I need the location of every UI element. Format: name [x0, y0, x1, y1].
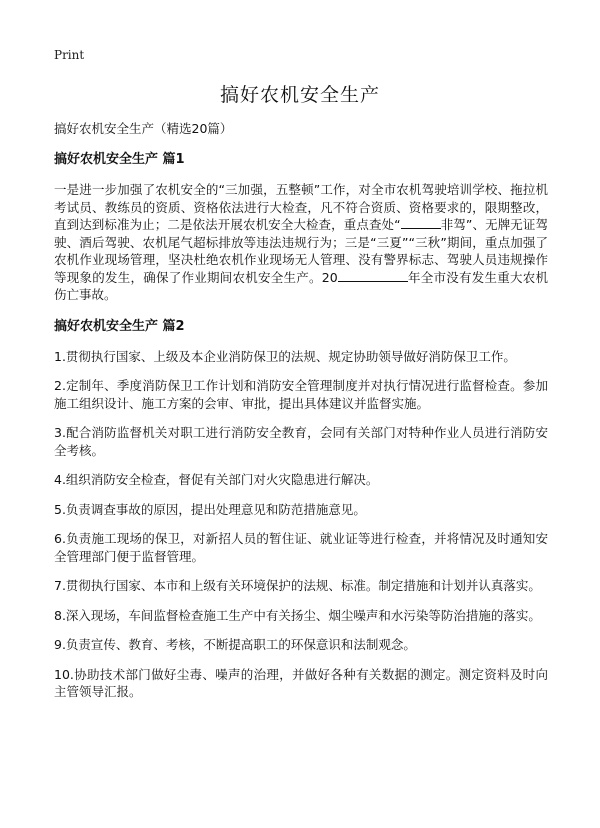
- list-item: 6.负责施工现场的保卫，对新招人员的暂住证、就业证等进行检查，并将情况及时通知安全管理部门便于监督管理。: [54, 531, 548, 564]
- article-1-heading: 搞好农机安全生产 篇1: [54, 152, 185, 167]
- list-item: 3.配合消防监督机关对职工进行消防安全教育，会同有关部门对特种作业人员进行消防安全考核。: [54, 425, 548, 458]
- document-subtitle: 搞好农机安全生产（精选20篇）: [54, 121, 233, 136]
- document-title: 搞好农机安全生产: [219, 84, 380, 106]
- list-item: 1.贯彻执行国家、上级及本企业消防保卫的法规、规定协助领导做好消防保卫工作。: [54, 348, 516, 364]
- list-item: 7.贯彻执行国家、本市和上级有关环境保护的法规、标准。制定措施和计划并认真落实。: [54, 578, 541, 593]
- article-1-text-part-b: 非驾”、无牌无证驾驶、酒后驾驶、农机尾气超标排放等违法违规行为；三是“三夏”“三秋”期间，重点加强了农机作业现场管理，坚决杜绝农机作业现场无人管理、没有警界标志、驾驶人员违规操作等现象的发生，确保了作业期间农机安全生产。: [54, 217, 548, 285]
- document-body: [54, 120, 548, 713]
- article-1-text-part-d: 年全市没有发生重大农机伤亡事故。: [54, 269, 548, 302]
- list-item: 9.负责宣传、教育、考核，不断提高职工的环保意识和法制观念。: [54, 637, 416, 652]
- article-2-heading: 搞好农机安全生产 篇2: [54, 318, 185, 334]
- article-1-year-prefix: 20: [321, 269, 338, 285]
- list-item: 10.协助技术部门做好尘毒、噪声的治理，并做好各种有关数据的测定。测定资料及时向主管领导汇报。: [54, 666, 548, 699]
- year-fill-in-blank: [338, 269, 408, 282]
- article-1-text-part-a: 一是进一步加强了农机安全的“三加强，五整顿”工作，对全市农机驾驶培训学校、拖拉机考试员、教练员的资质、资格依法进行大检查，凡不符合资质、资格要求的，限期整改，直到达到标准为止；二是依法开展农机安全大检查，重点查处“: [54, 182, 548, 232]
- fill-in-blank: [401, 216, 441, 229]
- list-item: 5.负责调查事故的原因，提出处理意见和防范措施意见。: [54, 501, 366, 517]
- print-label: Print: [54, 48, 85, 62]
- list-item: 4.组织消防安全检查，督促有关部门对火灾隐患进行解决。: [54, 472, 379, 487]
- list-item: 2.定制年、季度消防保卫工作计划和消防安全管理制度并对执行情况进行监督检查。参加施工组织设计、施工方案的会审、审批，提出具体建议并监督实施。: [54, 378, 548, 411]
- list-item: 8.深入现场，车间监督检查施工生产中有关扬尘、烟尘噪声和水污染等防治措施的落实。: [54, 607, 541, 623]
- article-1-paragraph: [54, 181, 548, 304]
